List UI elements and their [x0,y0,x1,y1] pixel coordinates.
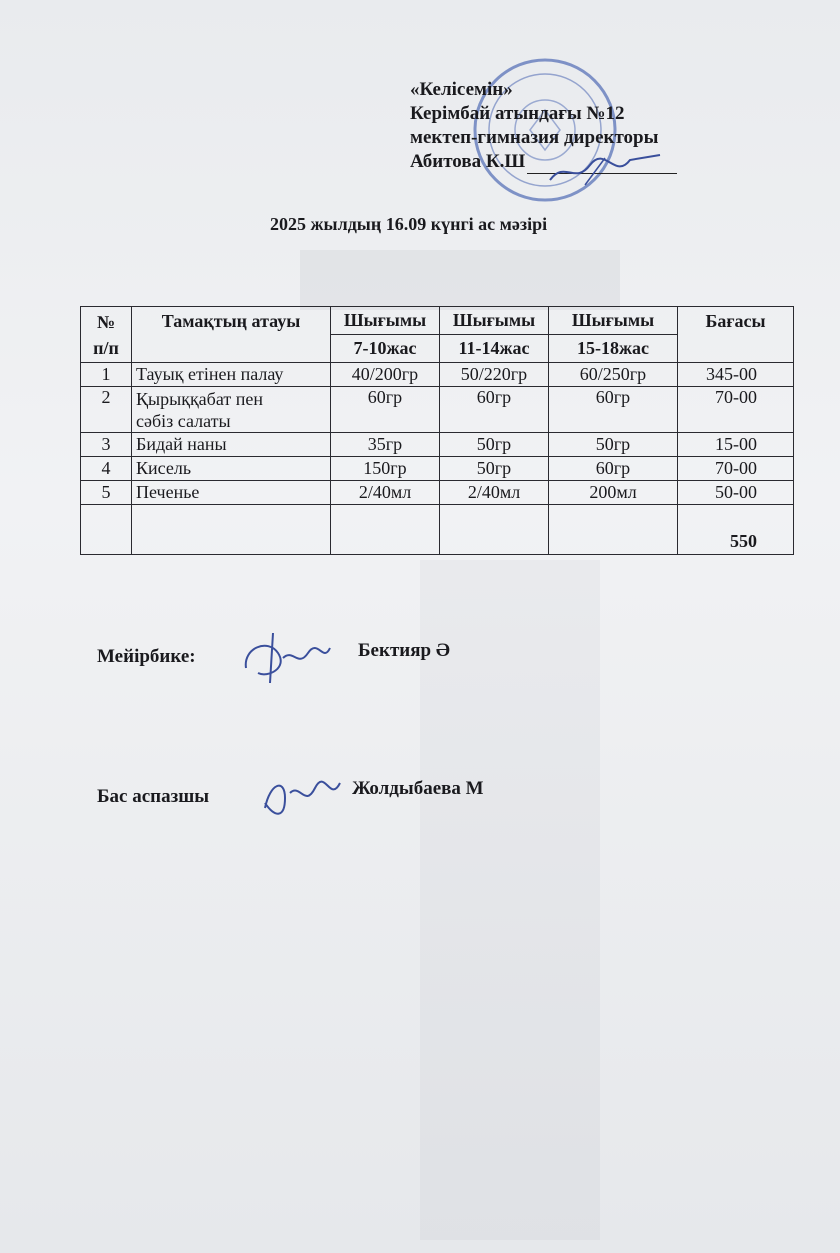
header-number-sign: № [96,311,116,332]
column-header-number [81,307,132,363]
yield-11-14: 60гр [440,387,549,433]
column-header-dish-name: Тамақтың атауы [132,307,331,363]
age-group-11-14: 11-14жас [440,335,549,363]
yield-15-18: 50гр [549,433,678,457]
yield-15-18: 60/250гр [549,363,678,387]
yield-15-18: 200мл [549,481,678,505]
row-number: 2 [81,387,132,433]
director-signature [545,150,665,190]
yield-7-10: 40/200гр [331,363,440,387]
column-header-price: Бағасы [678,307,794,363]
dish-price: 50-00 [678,481,794,505]
row-number: 4 [81,457,132,481]
total-empty-cell [81,505,132,555]
approval-school: Керімбай атындағы №12 [410,103,625,124]
row-number: 3 [81,433,132,457]
dish-price: 70-00 [678,457,794,481]
yield-11-14: 50гр [440,433,549,457]
table-row [81,457,794,481]
approval-position: мектеп-гимназия директоры [410,127,659,148]
yield-11-14: 50/220гр [440,363,549,387]
dish-name: Печенье [132,481,331,505]
dish-name-line1: Қырыққабат пен [136,388,263,409]
dish-name [132,387,331,433]
yield-7-10: 35гр [331,433,440,457]
table-row [81,363,794,387]
approval-heading: «Келісемін» [410,79,513,100]
total-empty-cell [132,505,331,555]
dish-name: Бидай наны [132,433,331,457]
chef-label: Бас аспазшы [97,786,210,807]
toner-streak [420,560,600,1240]
menu-table [80,306,794,555]
table-row [81,387,794,433]
column-header-yield-2: Шығымы [440,307,549,335]
toner-streak [300,250,620,310]
total-price: 550 [678,505,794,555]
row-number: 1 [81,363,132,387]
dish-name: Кисель [132,457,331,481]
table-row [81,433,794,457]
total-empty-cell [440,505,549,555]
table-header-row [81,307,794,335]
menu-title: 2025 жылдың 16.09 күнгі ас мәзірі [270,214,548,234]
dish-price: 70-00 [678,387,794,433]
yield-15-18: 60гр [549,457,678,481]
yield-15-18: 60гр [549,387,678,433]
table-total-row [81,505,794,555]
total-empty-cell [331,505,440,555]
yield-7-10: 150гр [331,457,440,481]
row-number: 5 [81,481,132,505]
dish-price: 15-00 [678,433,794,457]
chef-signature [255,768,345,823]
nurse-label: Мейірбике: [97,646,196,667]
approval-director-name: Абитова К.Ш [410,151,526,172]
dish-name: Тауық етінен палау [132,363,331,387]
nurse-signature [238,628,338,688]
yield-7-10: 2/40мл [331,481,440,505]
table-row [81,481,794,505]
total-empty-cell [549,505,678,555]
age-group-7-10: 7-10жас [331,335,440,363]
chef-name: Жолдыбаева М [352,778,484,799]
dish-name-line2: сәбіз салаты [136,410,231,431]
column-header-yield-3: Шығымы [549,307,678,335]
age-group-15-18: 15-18жас [549,335,678,363]
yield-11-14: 2/40мл [440,481,549,505]
yield-11-14: 50гр [440,457,549,481]
nurse-name: Бектияр Ә [358,640,450,661]
header-number-pp: п/п [93,337,119,358]
column-header-yield-1: Шығымы [331,307,440,335]
dish-price: 345-00 [678,363,794,387]
yield-7-10: 60гр [331,387,440,433]
